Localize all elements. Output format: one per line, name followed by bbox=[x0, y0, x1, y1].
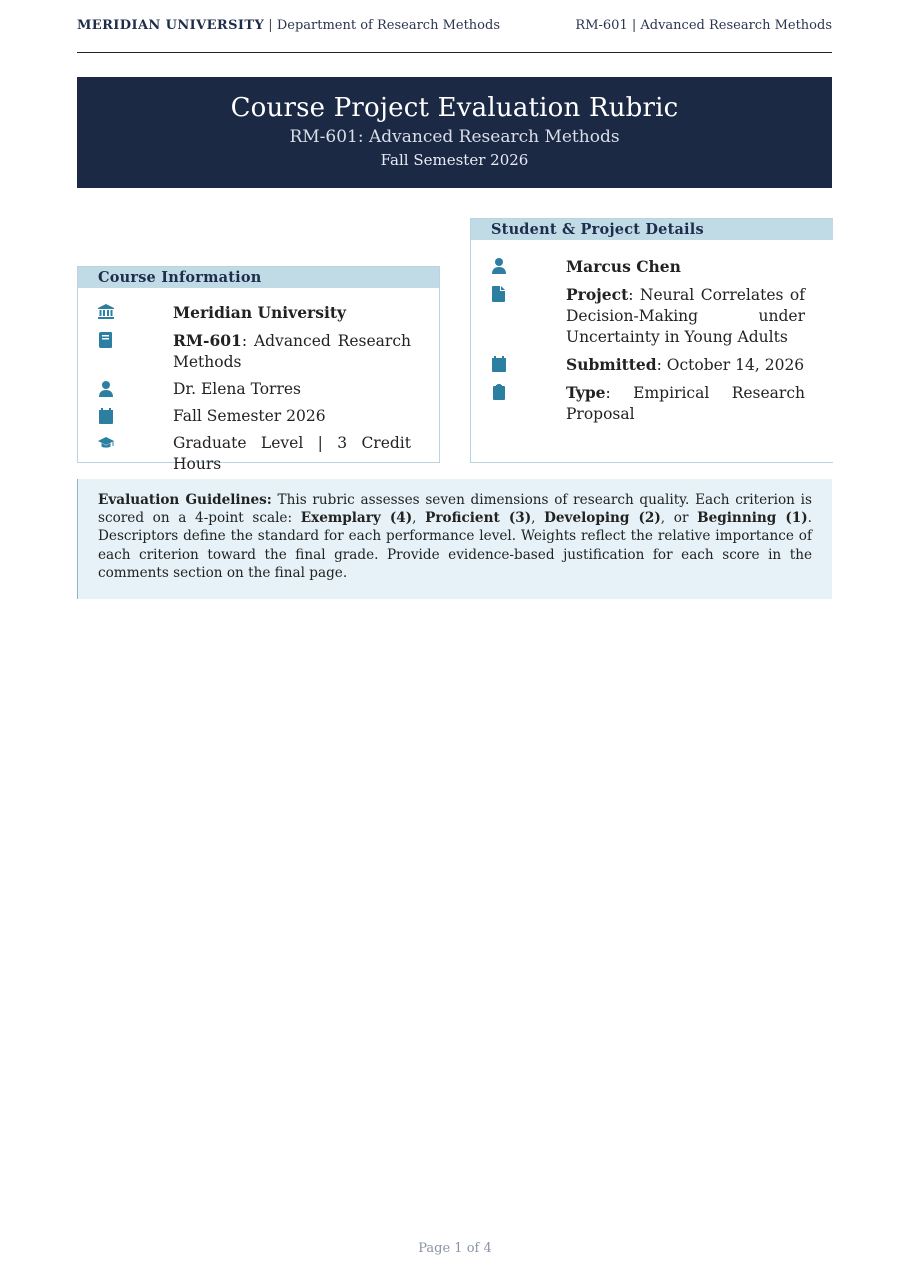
course-code-row bbox=[78, 330, 439, 373]
guidelines-intro: This rubric assesses seven dimensions of research quality. Each criterion is scored on a 4-point scale: bbox=[98, 492, 812, 527]
guidelines-body: . Descriptors define the standard for each performance level. Weights reflect the relative importance of each criterion toward the final grade. Provide evidence-based justification for each score in the comments section on the final page. bbox=[98, 510, 812, 581]
evaluation-guidelines bbox=[77, 479, 832, 599]
document-term: Fall Semester 2026 bbox=[380, 151, 529, 169]
submitted-row bbox=[471, 354, 833, 376]
level-value: Graduate Level | 3 Credit Hours bbox=[173, 434, 411, 473]
running-header bbox=[77, 18, 832, 33]
student-name-row bbox=[471, 256, 833, 278]
student-name: Marcus Chen bbox=[566, 257, 681, 276]
instructor-name: Dr. Elena Torres bbox=[173, 380, 301, 398]
guidelines-label: Evaluation Guidelines: bbox=[98, 492, 272, 508]
clipboard-icon bbox=[471, 382, 566, 400]
project-label: Project bbox=[566, 285, 629, 304]
semester-row bbox=[78, 406, 439, 427]
header-divider bbox=[77, 52, 832, 53]
type-value: : Empirical Research Proposal bbox=[566, 384, 805, 423]
title-banner bbox=[77, 77, 832, 188]
level-row bbox=[78, 433, 439, 475]
header-left bbox=[77, 18, 500, 33]
type-label: Type bbox=[566, 383, 606, 402]
header-course-ref: RM-601 | Advanced Research Methods bbox=[575, 18, 832, 33]
calendar-icon bbox=[78, 406, 173, 424]
user-icon bbox=[78, 379, 173, 397]
course-information-panel bbox=[77, 266, 440, 473]
level-proficient: Proficient (3) bbox=[425, 510, 532, 527]
level-developing: Developing (2) bbox=[544, 510, 661, 527]
instructor-row bbox=[78, 379, 439, 400]
guidelines-sep-1: , bbox=[412, 510, 426, 527]
level-beginning: Beginning (1) bbox=[697, 510, 808, 527]
course-information-heading: Course Information bbox=[78, 267, 439, 288]
course-name: : Advanced Research Methods bbox=[173, 332, 411, 371]
page-number: Page 1 of 4 bbox=[418, 1241, 492, 1256]
guidelines-sep-2: , bbox=[531, 510, 545, 527]
level-exemplary: Exemplary (4) bbox=[300, 510, 413, 527]
student-project-panel bbox=[470, 218, 833, 463]
document-title: Course Project Evaluation Rubric bbox=[230, 93, 679, 123]
project-row bbox=[471, 284, 833, 348]
submitted-date: : October 14, 2026 bbox=[656, 356, 805, 374]
header-department: Department of Research Methods bbox=[276, 18, 500, 33]
course-university-row bbox=[78, 302, 439, 324]
book-icon bbox=[78, 330, 173, 348]
semester-value: Fall Semester 2026 bbox=[173, 407, 326, 425]
student-project-heading: Student & Project Details bbox=[471, 219, 833, 240]
course-code: RM-601 bbox=[173, 331, 242, 350]
guidelines-sep-3: , or bbox=[660, 510, 698, 527]
calendar-icon bbox=[471, 354, 566, 372]
graduation-cap-icon bbox=[78, 433, 173, 451]
project-title: : Neural Correlates of Decision-Making under Uncertainty in Young Adults bbox=[566, 286, 805, 346]
submitted-label: Submitted bbox=[566, 355, 657, 374]
header-separator: | bbox=[268, 18, 273, 33]
type-row bbox=[471, 382, 833, 425]
header-university: MERIDIAN UNIVERSITY bbox=[77, 18, 265, 33]
university-name: Meridian University bbox=[173, 303, 346, 322]
university-icon bbox=[78, 302, 173, 320]
file-icon bbox=[471, 284, 566, 302]
user-icon bbox=[471, 256, 566, 274]
document-subtitle: RM-601: Advanced Research Methods bbox=[289, 127, 620, 147]
